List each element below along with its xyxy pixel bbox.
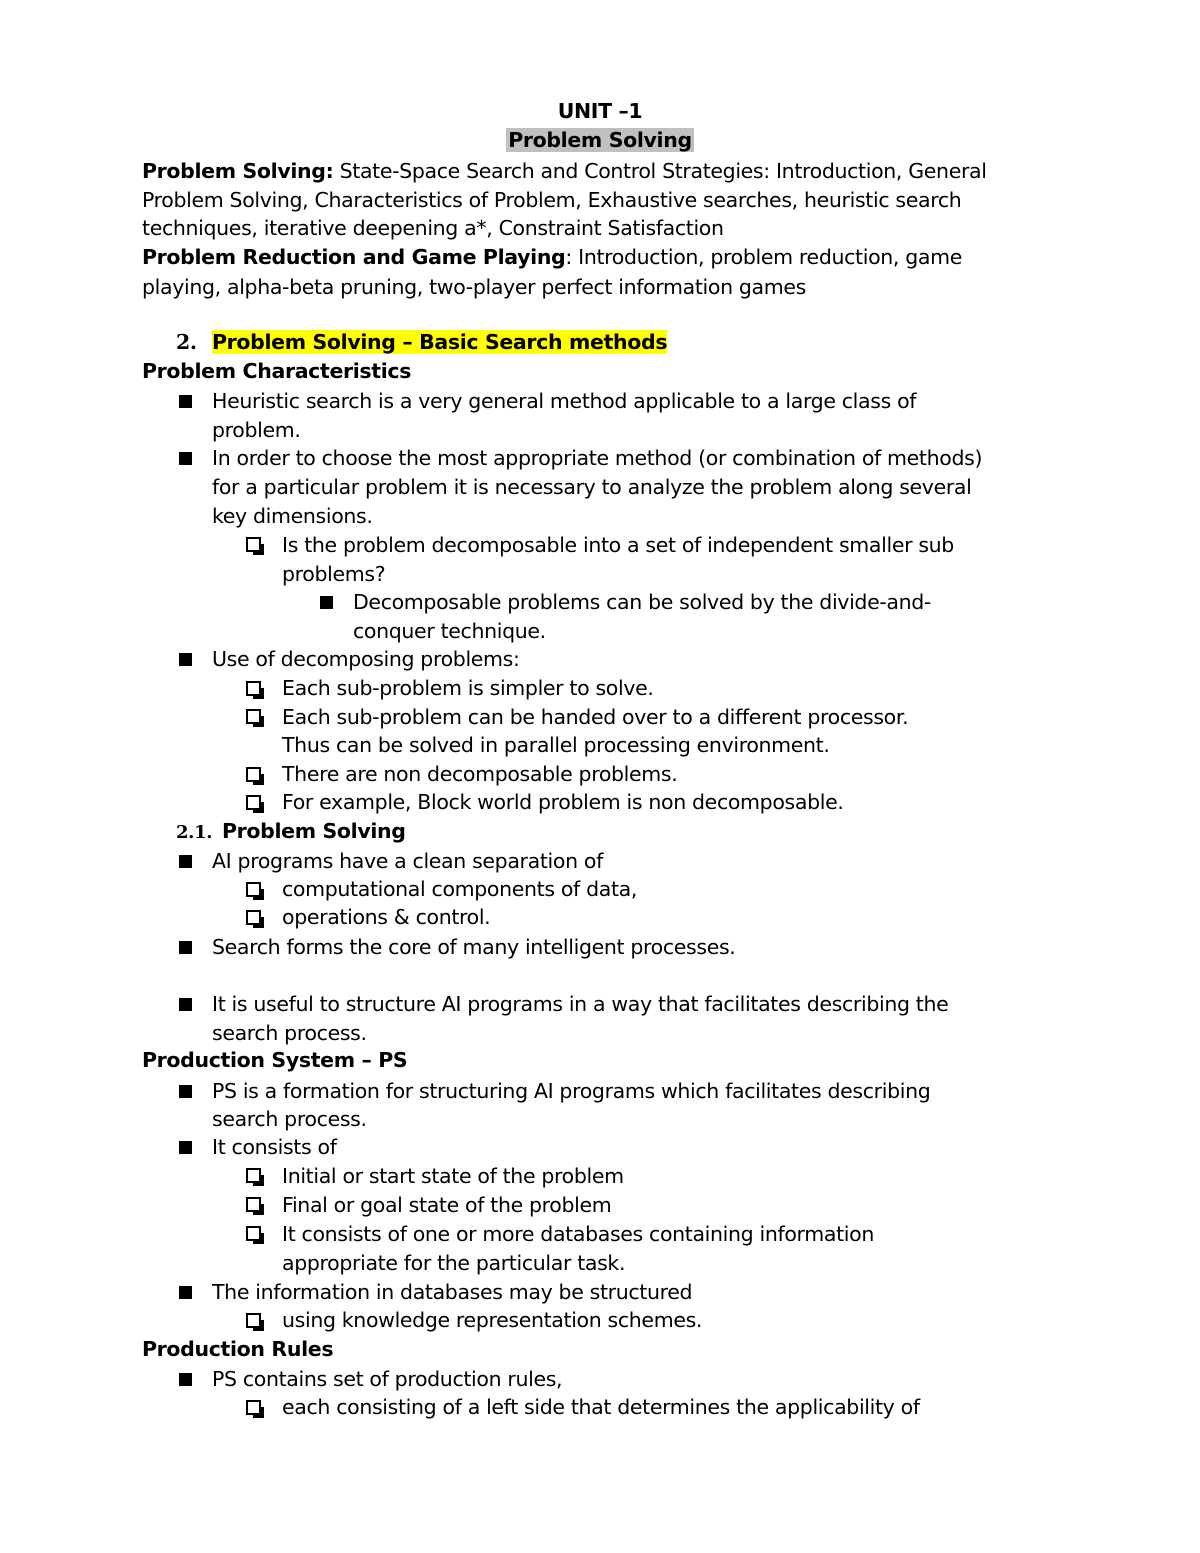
pc-sub-3-line-2: Thus can be solved in parallel processing environment.	[282, 733, 830, 757]
pc-bullet-3: Use of decomposing problems:	[212, 647, 520, 671]
pc-bullet-2-line-2: for a particular problem it is necessary to analyze the problem along several	[212, 475, 972, 499]
square-bullet-icon	[179, 653, 192, 666]
pc-sub-5: For example, Block world problem is non decomposable.	[282, 790, 844, 814]
syllabus-pr-line: Introduction, problem reduction, game	[571, 245, 963, 269]
square-bullet-icon	[179, 1373, 192, 1386]
syllabus-pr-label: Problem Reduction and Game Playing	[142, 245, 566, 269]
section-2-1-number: 2.1.	[176, 822, 213, 843]
square-bullet-icon	[179, 855, 192, 868]
pc-bullet-2-line-3: key dimensions.	[212, 504, 373, 528]
syllabus-ps-line: State-Space Search and Control Strategies: Introduction, General	[333, 159, 987, 183]
checkbox-bullet-icon	[246, 767, 261, 782]
checkbox-bullet-icon	[246, 681, 261, 696]
ps-bullet-1-line-2: search process.	[212, 1107, 367, 1131]
problem-characteristics-heading: Problem Characteristics	[142, 359, 412, 383]
square-bullet-icon	[179, 1141, 192, 1154]
checkbox-bullet-icon	[246, 795, 261, 810]
pc-sub-1-line-1: Is the problem decomposable into a set of independent smaller sub	[282, 533, 954, 557]
section-2-number: 2.	[176, 330, 197, 354]
checkbox-bullet-icon	[246, 910, 261, 925]
section-2-title	[212, 328, 667, 356]
square-bullet-icon	[179, 998, 192, 1011]
ps-sub-1: Initial or start state of the problem	[282, 1164, 624, 1188]
production-rules-heading: Production Rules	[142, 1337, 334, 1361]
checkbox-bullet-icon	[246, 537, 261, 552]
syllabus-ps-line-2: Problem Solving, Characteristics of Problem, Exhaustive searches, heuristic search	[142, 188, 962, 212]
syllabus-problem-reduction	[142, 243, 962, 271]
ps-bullet-3: The information in databases may be structured	[212, 1280, 693, 1304]
syllabus-pr-colon: :	[565, 245, 572, 269]
ps-bullet-1-line-1: PS is a formation for structuring AI programs which facilitates describing	[212, 1079, 931, 1103]
checkbox-bullet-icon	[246, 1168, 261, 1183]
section-2-title-text: Problem Solving – Basic Search methods	[212, 330, 668, 354]
s21-sub-1: computational components of data,	[282, 877, 638, 901]
unit-title	[0, 97, 1200, 125]
checkbox-bullet-icon	[246, 709, 261, 724]
pc-sub-4: There are non decomposable problems.	[282, 762, 678, 786]
ps-sub-4: using knowledge representation schemes.	[282, 1308, 703, 1332]
ps-sub-3-line-1: It consists of one or more databases containing information	[282, 1222, 874, 1246]
checkbox-bullet-icon	[246, 1197, 261, 1212]
square-bullet-icon	[179, 1286, 192, 1299]
checkbox-bullet-icon	[246, 882, 261, 897]
pc-sub-1-line-2: problems?	[282, 562, 386, 586]
pc-tertiary-1-line-2: conquer technique.	[353, 619, 546, 643]
section-2-1-heading	[176, 817, 212, 847]
ps-sub-2: Final or goal state of the problem	[282, 1193, 612, 1217]
production-system-heading: Production System – PS	[142, 1048, 408, 1072]
pc-bullet-2-line-1: In order to choose the most appropriate method (or combination of methods)	[212, 446, 983, 470]
s21-bullet-2: Search forms the core of many intelligent processes.	[212, 935, 736, 959]
pc-bullet-1-line-2: problem.	[212, 418, 301, 442]
unit-subtitle	[0, 126, 1200, 154]
s21-bullet-3-line-1: It is useful to structure AI programs in a way that facilitates describing the	[212, 992, 949, 1016]
square-bullet-icon	[179, 452, 192, 465]
checkbox-bullet-icon	[246, 1313, 261, 1328]
ps-sub-3-line-2: appropriate for the particular task.	[282, 1251, 626, 1275]
pc-sub-2: Each sub-problem is simpler to solve.	[282, 676, 654, 700]
pc-tertiary-1-line-1: Decomposable problems can be solved by the divide-and-	[353, 590, 931, 614]
checkbox-bullet-icon	[246, 1400, 261, 1415]
section-2-1-title: Problem Solving	[222, 819, 406, 843]
pc-bullet-1-line-1: Heuristic search is a very general method applicable to a large class of	[212, 389, 917, 413]
unit-subtitle-text: Problem Solving	[508, 128, 692, 152]
section-2-heading	[176, 328, 197, 356]
s21-bullet-3-line-2: search process.	[212, 1021, 367, 1045]
syllabus-ps-label: Problem Solving:	[142, 159, 334, 183]
syllabus-pr-line-2: playing, alpha-beta pruning, two-player perfect information games	[142, 275, 806, 299]
pr-bullet-1: PS contains set of production rules,	[212, 1367, 563, 1391]
ps-bullet-2: It consists of	[212, 1135, 337, 1159]
square-bullet-icon	[179, 941, 192, 954]
checkbox-bullet-icon	[246, 1226, 261, 1241]
syllabus-ps-line-3: techniques, iterative deepening a*, Constraint Satisfaction	[142, 216, 724, 240]
pr-sub-1: each consisting of a left side that determines the applicability of	[282, 1395, 920, 1419]
pc-sub-3-line-1: Each sub-problem can be handed over to a different processor.	[282, 705, 909, 729]
unit-title-text: UNIT –1	[557, 99, 643, 123]
square-bullet-icon	[320, 596, 333, 609]
s21-sub-2: operations & control.	[282, 905, 491, 929]
syllabus-problem-solving	[142, 157, 987, 185]
square-bullet-icon	[179, 395, 192, 408]
s21-bullet-1: AI programs have a clean separation of	[212, 849, 603, 873]
square-bullet-icon	[179, 1085, 192, 1098]
